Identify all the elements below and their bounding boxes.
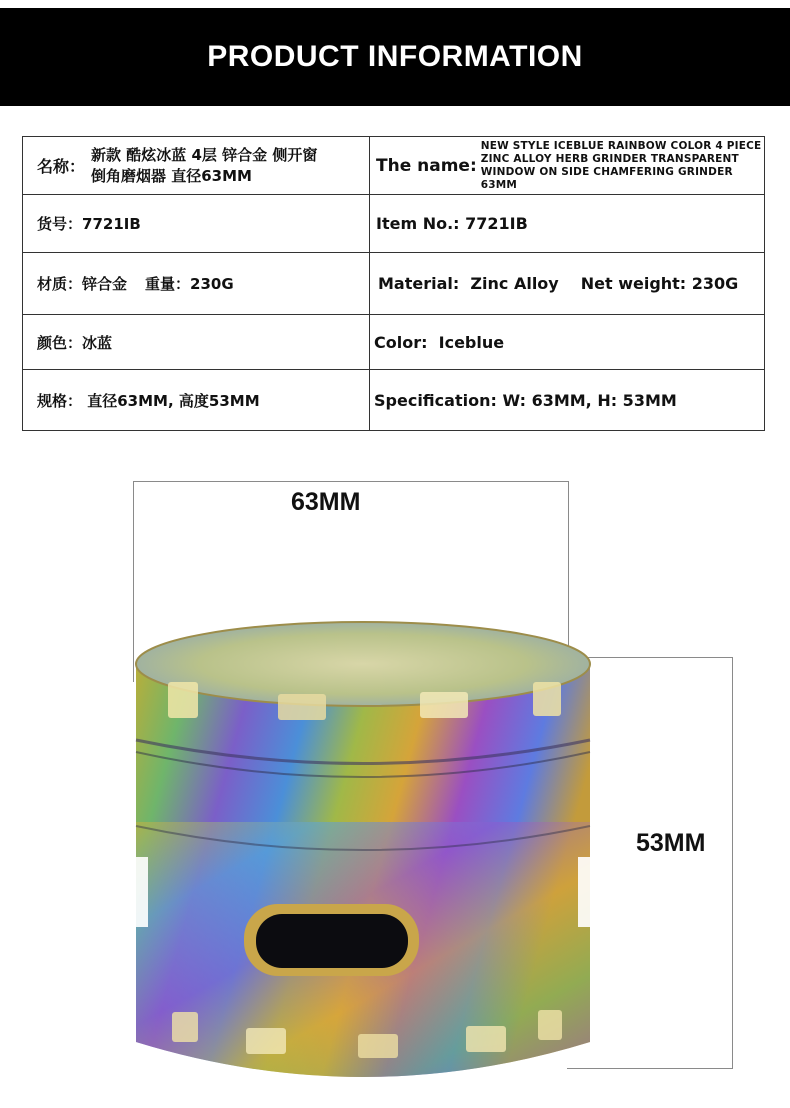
color-cell-cn xyxy=(23,315,370,370)
material-label-en: Material: xyxy=(378,274,460,293)
grinder-product-image xyxy=(128,612,598,1092)
size-value-en: W: 63MM, H: 53MM xyxy=(502,390,677,410)
material-value-cn: 锌合金 xyxy=(82,275,128,293)
table-row xyxy=(23,370,765,431)
size-cell-en xyxy=(370,370,765,431)
size-label-cn: 规格： xyxy=(37,391,83,410)
height-dimension-label: 53MM xyxy=(636,829,706,857)
color-cell-en xyxy=(370,315,765,370)
color-label-en: Color: xyxy=(374,332,428,352)
name-value-cn-line1: 新款 酷炫冰蓝 4层 锌合金 侧开窗 xyxy=(91,145,318,164)
name-label-cn: 名称： xyxy=(37,157,86,176)
width-dimension-label: 63MM xyxy=(291,488,361,516)
weight-value-cn: 230G xyxy=(190,275,234,293)
material-label-cn: 材质： xyxy=(37,275,83,293)
table-row xyxy=(23,137,765,195)
size-cell-cn xyxy=(23,370,370,431)
name-value-en-line3: WINDOW ON SIDE CHAMFERING GRINDER 63MM xyxy=(480,165,733,191)
name-value-en xyxy=(481,140,762,192)
name-cell-en xyxy=(370,137,765,195)
weight-label-cn: 重量： xyxy=(145,275,191,293)
item-label-cn: 货号： xyxy=(37,215,83,233)
color-label-cn: 颜色： xyxy=(37,333,83,352)
header-banner xyxy=(0,8,790,106)
table-row xyxy=(23,195,765,253)
page-title: PRODUCT INFORMATION xyxy=(207,40,583,73)
size-label-en: Specification: xyxy=(374,390,497,410)
color-value-cn: 冰蓝 xyxy=(82,333,113,352)
color-value-en: Iceblue xyxy=(438,332,505,352)
item-cell-en xyxy=(370,195,765,253)
name-value-en-line1: NEW STYLE ICEBLUE RAINBOW COLOR 4 PIECE xyxy=(480,139,762,152)
name-value-en-line2: ZINC ALLOY HERB GRINDER TRANSPARENT xyxy=(480,152,739,165)
name-cell-cn xyxy=(23,137,370,195)
spec-table xyxy=(22,136,765,431)
table-row xyxy=(23,253,765,315)
weight-label-en: Net weight: xyxy=(580,274,687,293)
item-label-en: Item No.: xyxy=(376,214,460,233)
item-cell-cn xyxy=(23,195,370,253)
name-value-cn-line2: 倒角磨烟器 直径63MM xyxy=(91,166,252,185)
item-value-en: 7721IB xyxy=(465,214,528,233)
material-value-en: Zinc Alloy xyxy=(470,274,559,293)
table-row xyxy=(23,315,765,370)
material-cell-en xyxy=(370,253,765,315)
material-cell-cn xyxy=(23,253,370,315)
name-value-cn xyxy=(91,145,317,187)
size-value-cn: 直径63MM, 高度53MM xyxy=(87,391,260,410)
name-label-en: The name: xyxy=(376,155,477,176)
item-value-cn: 7721IB xyxy=(82,215,141,233)
weight-value-en: 230G xyxy=(691,274,739,293)
